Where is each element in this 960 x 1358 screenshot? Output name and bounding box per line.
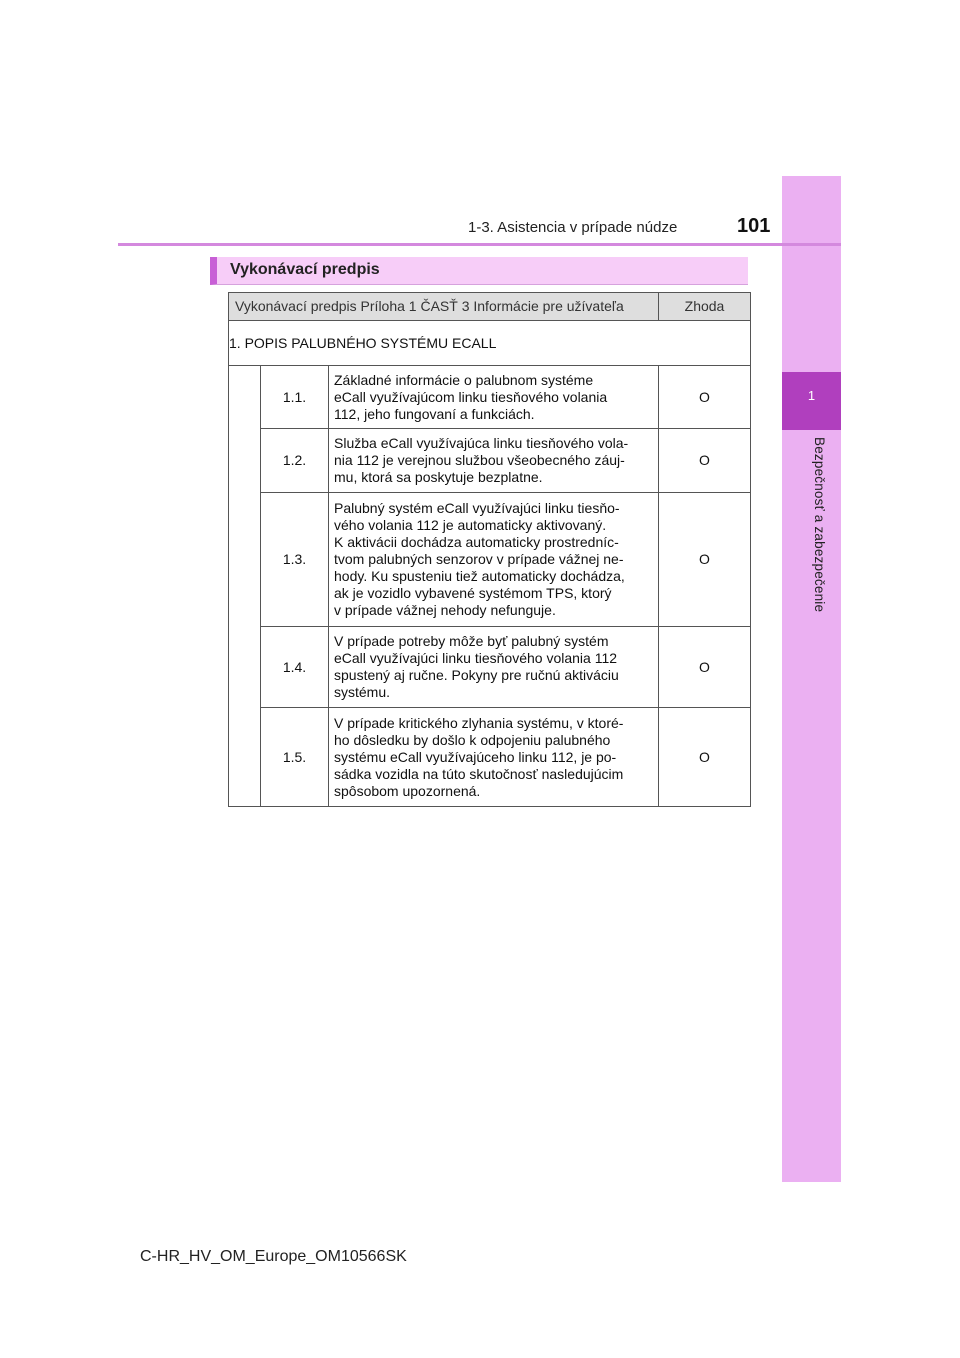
row-number: 1.4.	[261, 627, 329, 708]
row-text-line: vého volania 112 je automaticky aktivovaný.	[334, 517, 607, 533]
table-row	[229, 627, 751, 708]
row-text-line: v prípade vážnej nehody nefunguje.	[334, 602, 556, 618]
chapter-label: Bezpečnosť a zabezpečenie	[812, 437, 827, 613]
row-match: O	[659, 366, 751, 429]
row-text-line: K aktivácii dochádza automaticky prostredníc-	[334, 534, 619, 550]
chapter-number: 1	[807, 388, 816, 403]
row-text	[329, 493, 659, 627]
row-match: O	[659, 708, 751, 807]
row-text	[329, 627, 659, 708]
heading-title: Vykonávací predpis	[230, 261, 380, 278]
row-text	[329, 366, 659, 429]
row-text-line: Služba eCall využívajúca linku tiesňového vola-	[334, 435, 629, 451]
row-text-line: mu, ktorá sa poskytuje bezplatne.	[334, 469, 543, 485]
row-text-line: tvom palubných senzorov v prípade vážnej ne-	[334, 551, 624, 567]
column-header-match: Zhoda	[659, 293, 751, 321]
table-row	[229, 493, 751, 627]
row-text-line: Palubný systém eCall využívajúci linku tiesňo-	[334, 500, 620, 516]
row-text-line: sádka vozidla na túto skutočnosť nasledujúcim	[334, 765, 624, 782]
row-number: 1.1.	[261, 366, 329, 429]
indent-cell	[229, 366, 261, 807]
row-text-line: hody. Ku spusteniu tiež automaticky dochádza,	[334, 568, 625, 584]
table-row	[229, 366, 751, 429]
row-text-line: systému.	[334, 684, 391, 700]
row-text-line: systému eCall využívajúceho linku 112, je po-	[334, 748, 617, 765]
row-number: 1.2.	[261, 429, 329, 493]
row-text-line: spustený aj ručne. Pokyny pre ručnú aktiváciu	[334, 667, 619, 683]
row-text-line: eCall využívajúcom linku tiesňového volania	[334, 388, 608, 405]
row-number: 1.5.	[261, 708, 329, 807]
table-row	[229, 708, 751, 807]
row-text-line: Základné informácie o palubnom systéme	[334, 371, 594, 388]
table-section-row	[229, 321, 751, 366]
document-footer: C-HR_HV_OM_Europe_OM10566SK	[140, 1248, 407, 1265]
chapter-side-tab	[782, 176, 841, 1182]
header-divider	[118, 243, 841, 246]
row-text-line: spôsobom upozornená.	[334, 782, 481, 799]
row-text	[329, 429, 659, 493]
row-match: O	[659, 627, 751, 708]
table-header-row	[229, 293, 751, 321]
row-text-line: ho dôsledku by došlo k odpojeniu palubného	[334, 731, 611, 748]
regulation-table	[228, 292, 751, 807]
section-title: 1-3. Asistencia v prípade núdze	[468, 219, 678, 236]
column-header-title: Vykonávací predpis Príloha 1 ČASŤ 3 Informácie pre užívateľa	[229, 293, 659, 321]
row-text	[329, 708, 659, 807]
row-text-line: ak je vozidlo vybavené systémom TPS, ktorý	[334, 585, 612, 601]
row-text-line: V prípade potreby môže byť palubný systém	[334, 633, 609, 649]
row-text-line: 112, jeho fungovaní a funkciách.	[334, 405, 535, 422]
row-match: O	[659, 429, 751, 493]
row-number: 1.3.	[261, 493, 329, 627]
page-number: 101	[737, 215, 771, 237]
row-text-line: nia 112 je verejnou službou všeobecného záuj-	[334, 452, 625, 468]
row-text-line: V prípade kritického zlyhania systému, v ktoré-	[334, 714, 624, 731]
row-text-line: eCall využívajúci linku tiesňového volania 112	[334, 650, 618, 666]
section-label: 1. POPIS PALUBNÉHO SYSTÉMU ECALL	[229, 321, 751, 366]
row-match: O	[659, 493, 751, 627]
heading-bar	[210, 257, 748, 285]
table-row	[229, 429, 751, 493]
